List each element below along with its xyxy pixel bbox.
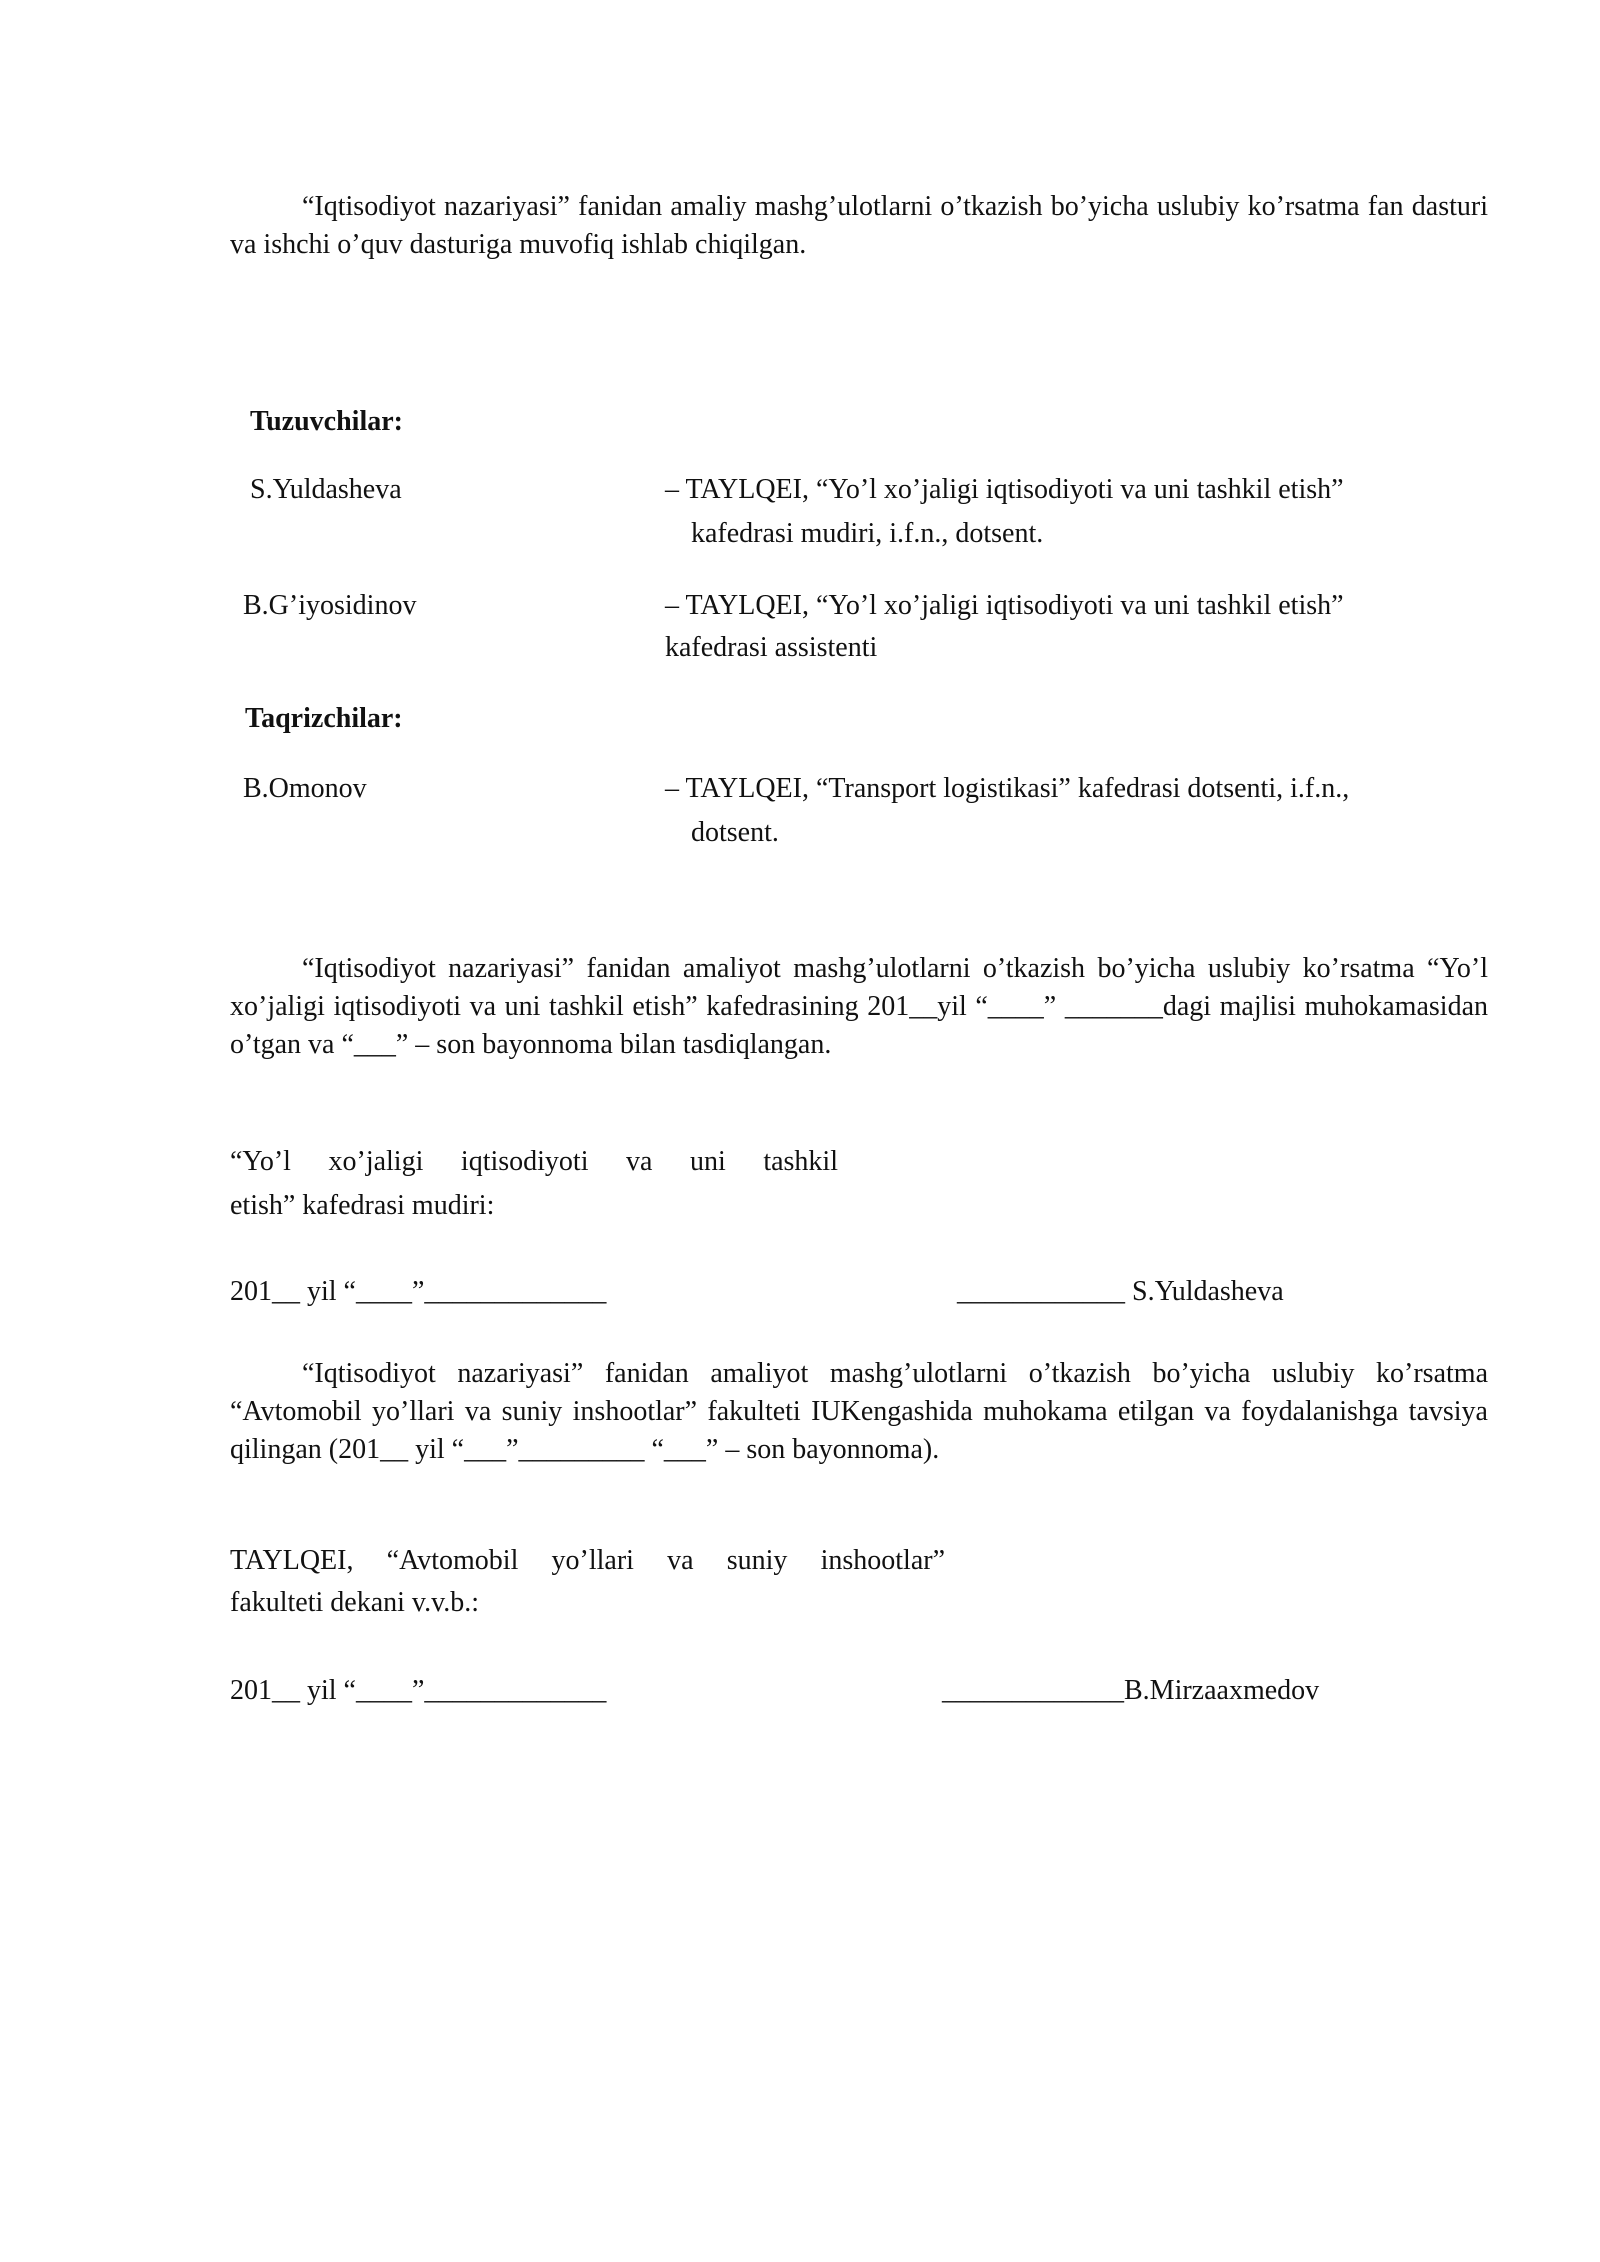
department-head-title-line1: “Yo’l xo’jaligi iqtisodiyoti va uni tashkil bbox=[230, 1146, 838, 1177]
dean-title-line1: TAYLQEI, “Avtomobil yo’llari va suniy inshootlar” bbox=[230, 1545, 945, 1576]
author-role-2-line1: – TAYLQEI, “Yo’l xo’jaligi iqtisodiyoti va uni tashkil etish” bbox=[665, 590, 1344, 621]
authors-heading: Tuzuvchilar: bbox=[250, 406, 403, 437]
reviewer-role-1-line1: – TAYLQEI, “Transport logistikasi” kafedrasi dotsenti, i.f.n., bbox=[665, 773, 1350, 804]
reviewer-role-1-line2: dotsent. bbox=[691, 817, 779, 848]
reviewer-name-1: B.Omonov bbox=[243, 773, 367, 804]
department-head-date-line: 201__ yil “____”_____________ bbox=[230, 1276, 607, 1307]
author-role-2 bbox=[665, 587, 1344, 667]
department-head-signature: ____________ S.Yuldasheva bbox=[957, 1276, 1284, 1307]
author-role-2-line2: kafedrasi assistenti bbox=[665, 632, 878, 663]
author-role-1 bbox=[665, 471, 1344, 553]
intro-paragraph: “Iqtisodiyot nazariyasi” fanidan amaliy mashg’ulotlarni o’tkazish bo’yicha uslubiy ko’rsatma fan dasturi va ishchi o’quv dasturiga muvofiq ishlab chiqilgan. bbox=[230, 191, 1488, 260]
reviewers-heading: Taqrizchilar: bbox=[245, 703, 403, 734]
author-role-1-line2: kafedrasi mudiri, i.f.n., dotsent. bbox=[691, 518, 1044, 549]
council-approval-paragraph: “Iqtisodiyot nazariyasi” fanidan amaliyot mashg’ulotlarni o’tkazish bo’yicha uslubiy ko’rsatma “Avtomobil yo’llari va suniy inshootlar” fakulteti IUKengashida muhokama etilgan va foydalanishga tavsiya qilingan (201__ yil “___”_________ “___” – son bayonnoma). bbox=[230, 1358, 1488, 1465]
author-name-1: S.Yuldasheva bbox=[250, 474, 402, 505]
dean-signature: _____________B.Mirzaaxmedov bbox=[942, 1675, 1320, 1706]
department-approval-paragraph: “Iqtisodiyot nazariyasi” fanidan amaliyot mashg’ulotlarni o’tkazish bo’yicha uslubiy ko’rsatma “Yo’l xo’jaligi iqtisodiyoti va uni tashkil etish” kafedrasining 201__yil “____” _______dagi majlisi muhokamasidan o’tgan va “___” – son bayonnoma bilan tasdiqlangan. bbox=[230, 953, 1488, 1060]
dean-title-line2: fakulteti dekani v.v.b.: bbox=[230, 1587, 480, 1618]
department-head-title-line2: etish” kafedrasi mudiri: bbox=[230, 1190, 495, 1221]
author-name-2: B.G’iyosidinov bbox=[243, 590, 417, 621]
reviewer-role-1 bbox=[665, 770, 1349, 852]
author-role-1-line1: – TAYLQEI, “Yo’l xo’jaligi iqtisodiyoti va uni tashkil etish” bbox=[665, 474, 1344, 505]
dean-date-line: 201__ yil “____”_____________ bbox=[230, 1675, 607, 1706]
